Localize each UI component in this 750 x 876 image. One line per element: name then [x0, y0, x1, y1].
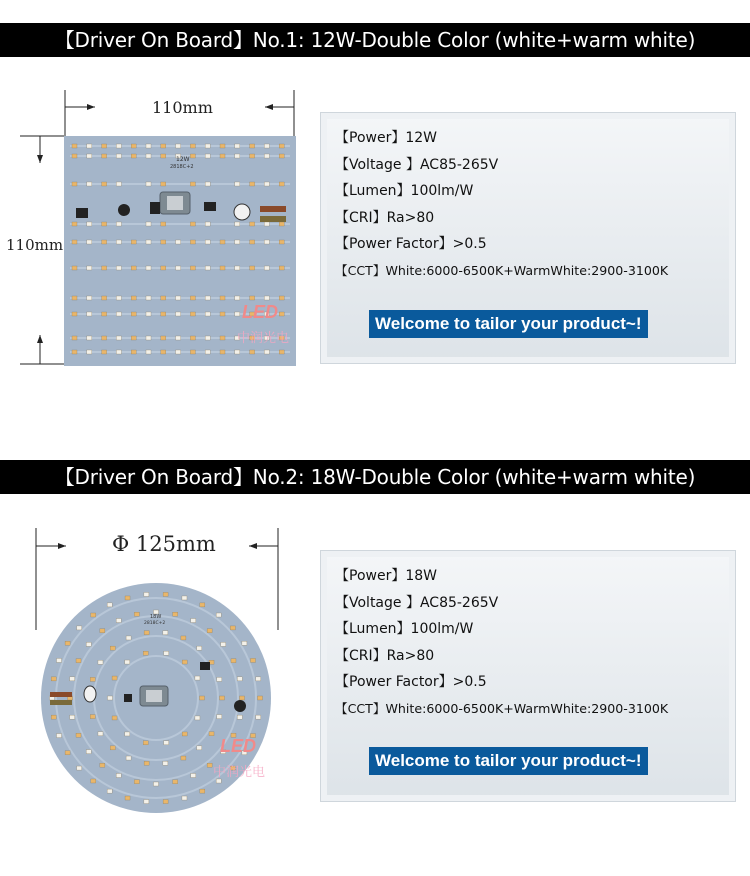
led-chip	[182, 796, 187, 800]
led-chip	[72, 182, 77, 186]
led-chip	[102, 312, 107, 316]
led-chip	[72, 154, 77, 158]
led-chip	[87, 144, 92, 148]
section2-banner: 【Driver On Board】No.2: 18W-Double Color (white+warm white)	[0, 460, 750, 494]
led-chip	[220, 144, 225, 148]
led-chip	[125, 732, 130, 736]
spec-cct: 【CCT】White:6000-6500K+WarmWhite:2900-3100K	[335, 262, 669, 278]
led-chip	[100, 763, 105, 767]
led-chip	[190, 154, 195, 158]
led-chip	[217, 715, 222, 719]
led-chip	[102, 240, 107, 244]
led-chip	[87, 336, 92, 340]
led-chip	[116, 182, 121, 186]
led-chip	[116, 336, 121, 340]
spec-cri: 【CRI】Ra>80	[335, 647, 435, 664]
round-pcb-label: 18W	[150, 614, 162, 620]
diameter-dimension-label: Φ 125mm	[112, 532, 216, 556]
watermark-text: 中润光电	[237, 331, 290, 346]
led-chip	[131, 266, 136, 270]
led-chip	[91, 779, 96, 783]
tailor-banner: Welcome to tailor your product~!	[369, 310, 648, 338]
led-chip	[90, 677, 95, 681]
led-chip	[221, 642, 226, 646]
led-chip	[190, 312, 195, 316]
led-chip	[131, 240, 136, 244]
led-chip	[235, 182, 240, 186]
led-chip	[250, 154, 255, 158]
led-chip	[131, 144, 136, 148]
led-chip	[164, 651, 169, 655]
led-chip	[116, 144, 121, 148]
led-chip	[250, 222, 255, 226]
led-chip	[65, 641, 70, 645]
led-chip	[220, 266, 225, 270]
led-chip	[108, 696, 113, 700]
spec-power: 【Power】12W	[335, 130, 437, 146]
led-chip	[190, 336, 195, 340]
led-chip	[131, 336, 136, 340]
led-chip	[146, 182, 151, 186]
spec-lumen: 【Lumen】100lm/W	[335, 183, 474, 199]
spec-cri: 【CRI】Ra>80	[335, 209, 435, 226]
led-chip	[87, 154, 92, 158]
led-chip	[182, 732, 187, 736]
spec-power-factor: 【Power Factor】>0.5	[335, 674, 487, 690]
tailor-banner: Welcome to tailor your product~!	[369, 747, 648, 775]
led-chip	[144, 592, 149, 596]
led-chip	[250, 240, 255, 244]
led-chip	[154, 782, 159, 786]
spec-power: 【Power】18W	[335, 568, 437, 584]
led-chip	[256, 677, 261, 681]
led-chip	[279, 350, 284, 354]
led-chip	[235, 154, 240, 158]
led-chip	[197, 746, 202, 750]
led-chip	[163, 631, 168, 635]
led-chip	[220, 296, 225, 300]
led-chip	[182, 596, 187, 600]
led-chip	[131, 296, 136, 300]
led-chip	[256, 715, 261, 719]
led-chip	[181, 636, 186, 640]
led-chip	[116, 222, 121, 226]
led-chip	[102, 266, 107, 270]
led-chip	[116, 154, 121, 158]
led-chip	[116, 312, 121, 316]
led-chip	[161, 222, 166, 226]
led-chip	[87, 182, 92, 186]
led-chip	[279, 144, 284, 148]
led-chip	[126, 636, 131, 640]
led-chip	[250, 350, 255, 354]
led-chip	[72, 144, 77, 148]
led-chip	[220, 154, 225, 158]
led-chip	[250, 182, 255, 186]
led-chip	[144, 800, 149, 804]
led-chip	[161, 182, 166, 186]
led-chip	[91, 613, 96, 617]
led-chip	[76, 733, 81, 737]
led-chip	[237, 677, 242, 681]
led-chip	[205, 182, 210, 186]
led-chip	[72, 296, 77, 300]
led-chip	[161, 154, 166, 158]
led-chip	[161, 296, 166, 300]
led-chip	[235, 266, 240, 270]
led-chip	[163, 800, 168, 804]
led-chip	[250, 144, 255, 148]
led-chip	[102, 336, 107, 340]
led-chip	[161, 336, 166, 340]
led-chip	[235, 222, 240, 226]
led-chip	[173, 780, 178, 784]
led-chip	[217, 677, 222, 681]
led-chip	[51, 715, 56, 719]
led-chip	[250, 658, 255, 662]
led-chip	[190, 350, 195, 354]
led-chip	[87, 312, 92, 316]
led-chip	[57, 658, 62, 662]
led-chip	[205, 240, 210, 244]
led-chip	[102, 182, 107, 186]
led-chip	[143, 741, 148, 745]
led-chip	[116, 350, 121, 354]
led-chip	[146, 144, 151, 148]
led-chip	[190, 266, 195, 270]
led-chip	[205, 350, 210, 354]
section1-banner: 【Driver On Board】No.1: 12W-Double Color (white+warm white)	[0, 23, 750, 57]
led-chip	[190, 144, 195, 148]
led-chip	[191, 773, 196, 777]
led-chip	[235, 350, 240, 354]
led-chip	[264, 350, 269, 354]
led-chip	[146, 350, 151, 354]
led-chip	[161, 266, 166, 270]
led-chip	[205, 144, 210, 148]
led-chip	[190, 240, 195, 244]
led-chip	[51, 677, 56, 681]
led-chip	[205, 266, 210, 270]
led-chip	[102, 154, 107, 158]
led-chip	[72, 222, 77, 226]
led-chip	[176, 312, 181, 316]
led-chip	[102, 350, 107, 354]
led-chip	[70, 677, 75, 681]
led-chip	[205, 312, 210, 316]
led-chip	[264, 144, 269, 148]
brand-watermark-logo	[232, 300, 322, 348]
led-chip	[190, 182, 195, 186]
led-chip	[242, 641, 247, 645]
led-chip	[176, 296, 181, 300]
led-chip	[116, 296, 121, 300]
round-pcb-code: 2818C+2	[144, 621, 166, 626]
led-chip	[258, 696, 263, 700]
led-chip	[116, 266, 121, 270]
led-chip	[220, 336, 225, 340]
led-chip	[176, 266, 181, 270]
led-chip	[197, 646, 202, 650]
led-chip	[200, 696, 205, 700]
svg-text:LED: LED	[220, 736, 256, 756]
led-chip	[205, 336, 210, 340]
led-chip	[205, 296, 210, 300]
led-chip	[116, 240, 121, 244]
led-chip	[176, 144, 181, 148]
led-chip	[131, 312, 136, 316]
led-chip	[102, 296, 107, 300]
svg-text:LED: LED	[242, 302, 278, 322]
led-chip	[90, 715, 95, 719]
square-pcb-code: 2818C+2	[170, 164, 194, 170]
spec-cct: 【CCT】White:6000-6500K+WarmWhite:2900-3100K	[335, 700, 669, 716]
led-chip	[87, 296, 92, 300]
led-chip	[86, 642, 91, 646]
led-chip	[146, 296, 151, 300]
led-chip	[107, 603, 112, 607]
led-chip	[205, 222, 210, 226]
led-chip	[134, 780, 139, 784]
led-chip	[235, 144, 240, 148]
led-chip	[182, 660, 187, 664]
led-chip	[72, 336, 77, 340]
led-chip	[144, 631, 149, 635]
led-chip	[161, 350, 166, 354]
led-chip	[230, 626, 235, 630]
led-chip	[231, 659, 236, 663]
led-chip	[161, 312, 166, 316]
led-chip	[146, 266, 151, 270]
led-chip	[181, 756, 186, 760]
led-chip	[146, 154, 151, 158]
led-chip	[125, 796, 130, 800]
led-chip	[72, 266, 77, 270]
spec-voltage: 【Voltage 】AC85-265V	[335, 594, 499, 611]
led-chip	[125, 596, 130, 600]
spec-panel-1	[320, 112, 736, 364]
led-chip	[110, 746, 115, 750]
width-dimension-label: 110mm	[152, 98, 213, 117]
led-chip	[112, 676, 117, 680]
led-chip	[65, 751, 70, 755]
led-chip	[235, 240, 240, 244]
spec-lumen: 【Lumen】100lm/W	[335, 621, 474, 637]
led-chip	[205, 154, 210, 158]
led-chip	[164, 741, 169, 745]
led-chip	[264, 154, 269, 158]
led-chip	[112, 716, 117, 720]
led-chip	[87, 240, 92, 244]
led-chip	[220, 312, 225, 316]
led-chip	[240, 696, 245, 700]
led-chip	[279, 266, 284, 270]
led-chip	[98, 660, 103, 664]
led-chip	[87, 222, 92, 226]
led-chip	[87, 350, 92, 354]
led-chip	[126, 756, 131, 760]
led-chip	[200, 789, 205, 793]
led-chip	[144, 761, 149, 765]
led-chip	[195, 716, 200, 720]
led-chip	[176, 350, 181, 354]
led-chip	[250, 266, 255, 270]
led-chip	[176, 336, 181, 340]
led-chip	[70, 715, 75, 719]
led-chip	[76, 659, 81, 663]
led-chip	[57, 734, 62, 738]
led-chip	[190, 222, 195, 226]
height-dimension-label: 110mm	[6, 236, 64, 254]
led-chip	[264, 266, 269, 270]
spec-panel-2	[320, 550, 736, 802]
spec-voltage: 【Voltage 】AC85-265V	[335, 156, 499, 173]
led-chip	[143, 651, 148, 655]
led-chip	[107, 789, 112, 793]
led-chip	[77, 766, 82, 770]
brand-watermark-logo-2	[208, 734, 298, 782]
led-chip	[131, 350, 136, 354]
led-chip	[237, 715, 242, 719]
led-chip	[190, 296, 195, 300]
led-chip	[191, 619, 196, 623]
led-chip	[72, 312, 77, 316]
led-chip	[102, 222, 107, 226]
led-chip	[116, 619, 121, 623]
led-chip	[279, 154, 284, 158]
led-chip	[146, 222, 151, 226]
led-chip	[72, 240, 77, 244]
led-chip	[100, 629, 105, 633]
led-chip	[125, 660, 130, 664]
led-chip	[279, 240, 284, 244]
led-chip	[220, 350, 225, 354]
led-chip	[131, 154, 136, 158]
led-chip	[163, 592, 168, 596]
led-chip	[163, 761, 168, 765]
led-chip	[279, 182, 284, 186]
led-chip	[173, 612, 178, 616]
led-chip	[216, 613, 221, 617]
led-chip	[264, 182, 269, 186]
led-chip	[86, 750, 91, 754]
watermark-text-2: 中润光电	[213, 765, 266, 780]
led-chip	[146, 240, 151, 244]
led-chip	[207, 629, 212, 633]
led-chip	[146, 312, 151, 316]
led-chip	[110, 646, 115, 650]
led-chip	[264, 222, 269, 226]
led-chip	[176, 240, 181, 244]
led-chip	[134, 612, 139, 616]
led-chip	[116, 773, 121, 777]
led-chip	[146, 336, 151, 340]
led-chip	[87, 266, 92, 270]
led-chip	[72, 350, 77, 354]
led-chip	[98, 732, 103, 736]
spec-power-factor: 【Power Factor】>0.5	[335, 236, 487, 252]
led-chip	[195, 676, 200, 680]
led-chip	[220, 240, 225, 244]
led-chip	[102, 144, 107, 148]
led-chip	[77, 626, 82, 630]
square-pcb-label: 12W	[176, 156, 190, 163]
led-chip	[200, 603, 205, 607]
led-chip	[220, 696, 225, 700]
led-chip	[161, 144, 166, 148]
led-chip	[279, 222, 284, 226]
led-chip	[161, 240, 166, 244]
led-chip	[264, 240, 269, 244]
